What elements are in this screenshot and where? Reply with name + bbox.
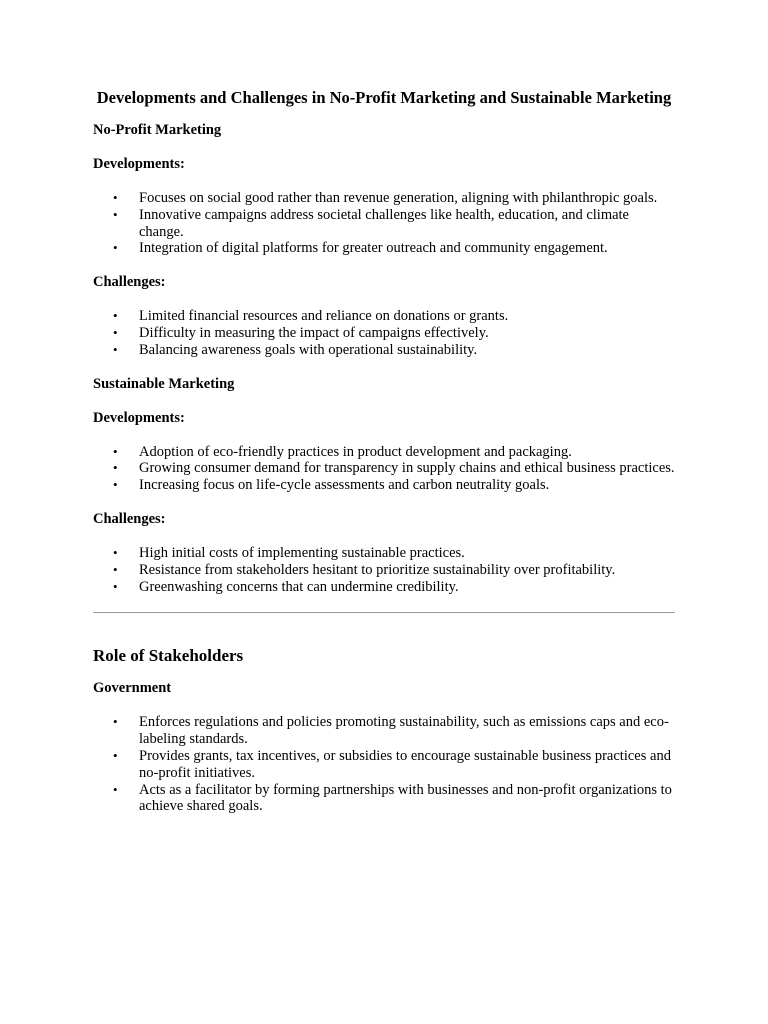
list-item bbox=[93, 477, 675, 494]
list-item-text: Limited financial resources and reliance on donations or grants. bbox=[139, 308, 509, 325]
bullet-icon: • bbox=[113, 206, 118, 222]
challenges-list bbox=[93, 545, 675, 595]
list-item-text: Focuses on social good rather than revenue generation, aligning with philanthropic goals. bbox=[139, 190, 658, 206]
list-item-text: Adoption of eco-friendly practices in product development and packaging. bbox=[139, 443, 572, 460]
bullet-icon: • bbox=[113, 714, 118, 730]
bullet-icon: • bbox=[113, 477, 118, 493]
list-item-text: Integration of digital platforms for greater outreach and community engagement. bbox=[139, 240, 608, 257]
list-item bbox=[93, 748, 675, 782]
section-heading-sustainable: Sustainable Marketing bbox=[93, 375, 235, 392]
bullet-icon: • bbox=[113, 561, 118, 577]
list-item bbox=[93, 579, 675, 596]
list-item-text: Balancing awareness goals with operational sustainability. bbox=[139, 341, 478, 358]
list-item-text: High initial costs of implementing sustainable practices. bbox=[139, 544, 465, 561]
government-heading: Government bbox=[93, 680, 172, 697]
list-item bbox=[93, 782, 675, 816]
bullet-icon: • bbox=[113, 308, 118, 324]
list-item bbox=[93, 190, 675, 207]
list-item bbox=[93, 562, 675, 579]
list-item-text: Acts as a facilitator by forming partnerships with businesses and non-profit organizations to achieve shared goals. bbox=[139, 781, 672, 815]
government-list bbox=[93, 714, 675, 815]
bullet-icon: • bbox=[113, 190, 118, 205]
challenges-label: Challenges: bbox=[93, 274, 166, 291]
list-item-text: Enforces regulations and policies promoting sustainability, such as emissions caps and eco-labeling standards. bbox=[139, 714, 669, 748]
list-item bbox=[93, 460, 675, 477]
bullet-icon: • bbox=[113, 324, 118, 340]
challenges-label: Challenges: bbox=[93, 510, 166, 527]
list-item bbox=[93, 342, 675, 359]
bullet-icon: • bbox=[113, 240, 118, 256]
bullet-icon: • bbox=[113, 341, 118, 357]
spacer bbox=[93, 613, 675, 646]
bullet-icon: • bbox=[113, 460, 118, 476]
developments-list bbox=[93, 444, 675, 494]
stakeholders-heading: Role of Stakeholders bbox=[93, 646, 244, 666]
list-item bbox=[93, 444, 675, 461]
list-item-text: Difficulty in measuring the impact of campaigns effectively. bbox=[139, 324, 489, 341]
challenges-list bbox=[93, 308, 675, 358]
bullet-icon: • bbox=[113, 578, 118, 594]
developments-list bbox=[93, 190, 675, 257]
list-item-text: Innovative campaigns address societal challenges like health, education, and climate change. bbox=[139, 206, 629, 240]
document-title: Developments and Challenges in No-Profit Marketing and Sustainable Marketing bbox=[96, 88, 672, 107]
developments-label: Developments: bbox=[93, 409, 185, 426]
list-item-text: Provides grants, tax incentives, or subsidies to encourage sustainable business practices and no-profit initiatives. bbox=[139, 747, 671, 781]
list-item bbox=[93, 325, 675, 342]
bullet-icon: • bbox=[113, 781, 118, 797]
list-item-text: Resistance from stakeholders hesitant to prioritize sustainability over profitability. bbox=[139, 561, 616, 578]
bullet-icon: • bbox=[113, 443, 118, 459]
bullet-icon: • bbox=[113, 747, 118, 763]
list-item-text: Increasing focus on life-cycle assessments and carbon neutrality goals. bbox=[139, 477, 550, 494]
list-item bbox=[93, 240, 675, 257]
section-heading-no-profit: No-Profit Marketing bbox=[93, 122, 222, 138]
list-item-text: Greenwashing concerns that can undermine credibility. bbox=[139, 578, 459, 595]
document-body bbox=[93, 88, 675, 832]
list-item-text: Growing consumer demand for transparency in supply chains and ethical business practices. bbox=[139, 460, 675, 477]
developments-label: Developments: bbox=[93, 156, 185, 172]
list-item bbox=[93, 545, 675, 562]
list-item bbox=[93, 207, 675, 241]
bullet-icon: • bbox=[113, 544, 118, 560]
list-item bbox=[93, 714, 675, 748]
list-item bbox=[93, 308, 675, 325]
